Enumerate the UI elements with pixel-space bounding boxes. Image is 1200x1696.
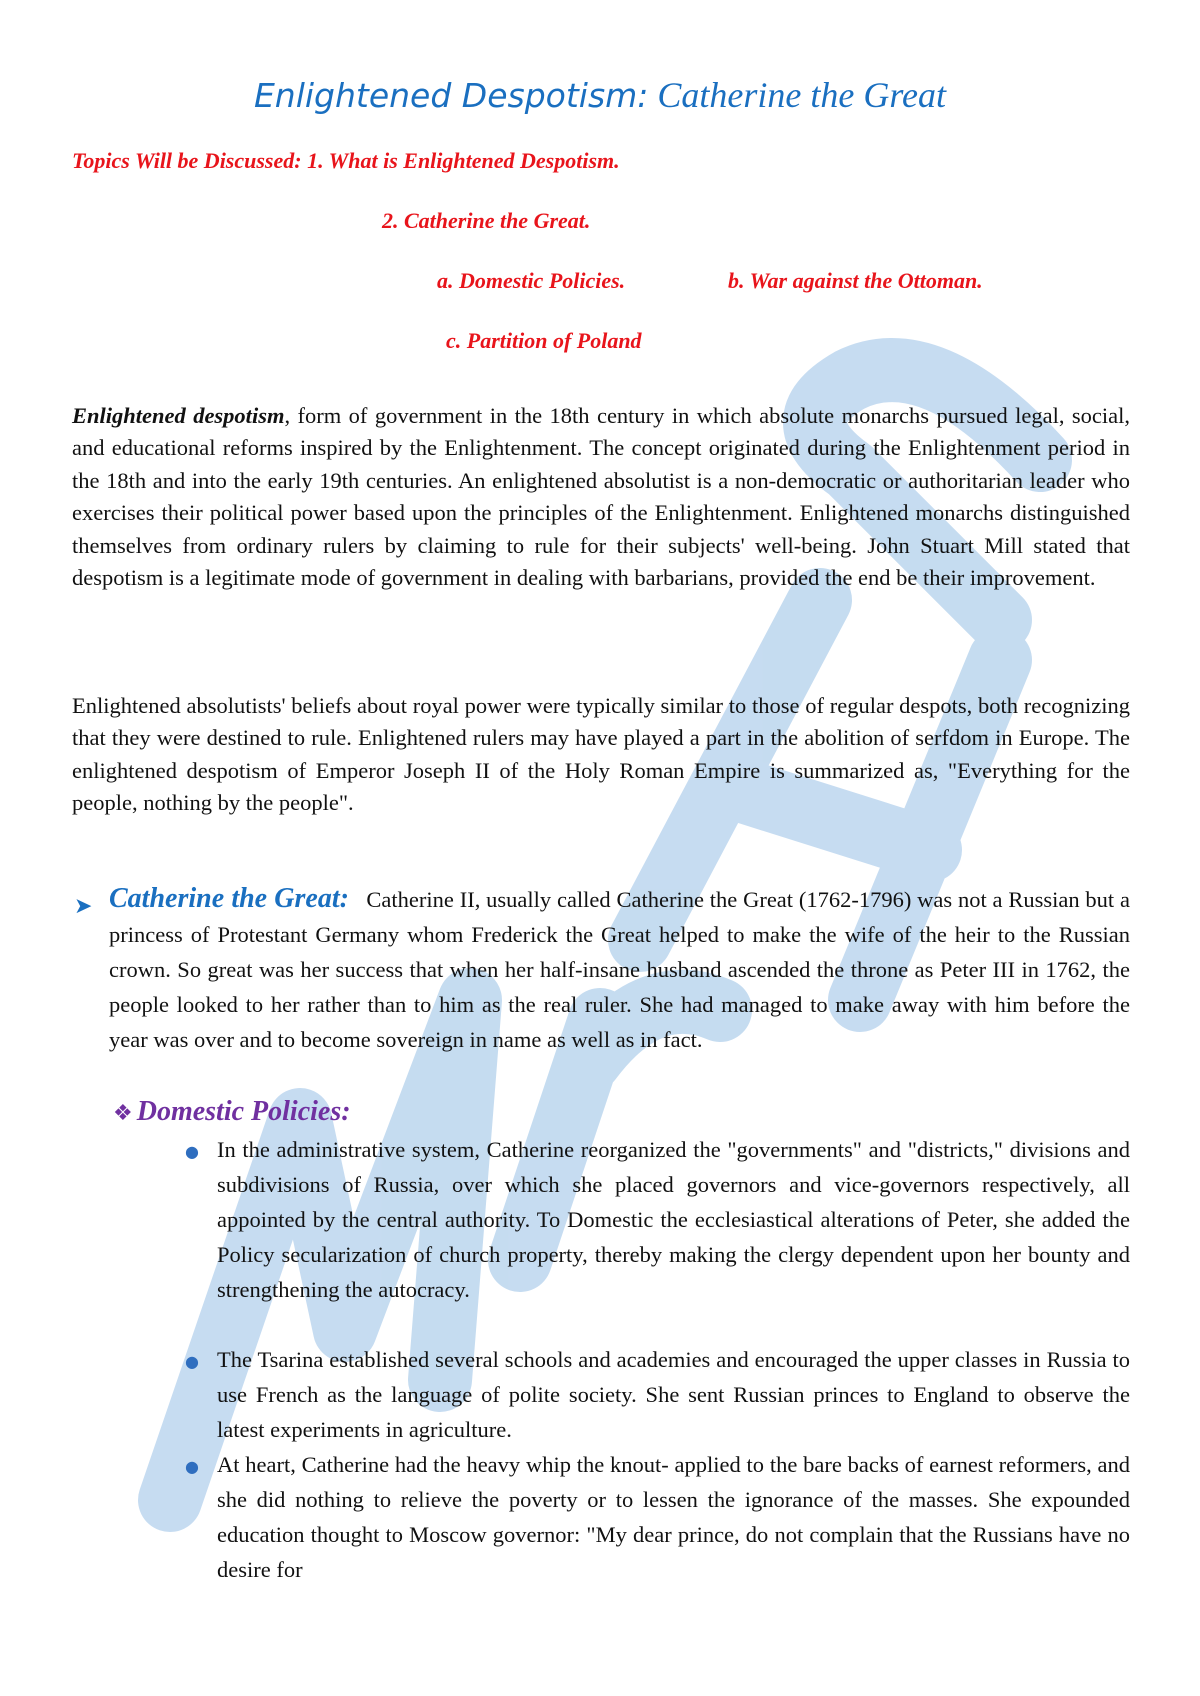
title-part-1: Enlightened Despotism: <box>253 76 649 115</box>
domestic-bullet-2: The Tsarina established several schools and academies and encouraged the upper classes in Russia to use French as the language of polite society. She sent Russian princes to England to observe the latest experiments in agriculture. <box>217 1347 1130 1442</box>
bullet-icon: ● <box>185 1142 199 1161</box>
domestic-policies-heading <box>113 1096 351 1128</box>
topics-line-4: c. Partition of Poland <box>446 328 642 353</box>
topics-line-3a: a. Domestic Policies. <box>437 268 626 293</box>
diamond-bullet-icon: ❖ <box>113 1101 133 1126</box>
arrow-bullet-icon: ➤ <box>74 894 93 919</box>
domestic-bullet-1: In the administrative system, Catherine reorganized the "governments" and "districts," divisions and subdivisions of Russia, over which she placed governors and vice-governors respectively, all appointed by the central authority. To Domestic the ecclesiastical alterations of Peter, she added the Policy secularization of church property, thereby making the clergy dependent upon her bounty and strengthening the autocracy. <box>217 1137 1130 1302</box>
catherine-heading: Catherine the Great: <box>109 883 349 914</box>
title-part-2: Catherine the Great <box>648 75 947 115</box>
topics-line-3b: b. War against the Ottoman. <box>728 268 983 293</box>
intro-paragraph <box>72 400 1130 594</box>
domestic-bullet-3: At heart, Catherine had the heavy whip the knout- applied to the bare backs of earnest reformers, and she did nothing to relieve the poverty or to lessen the ignorance of the masses. She expounded education thought to Moscow governor: "My dear prince, do not complain that the Russians have no desire for <box>217 1452 1130 1582</box>
domestic-heading-text: Domestic Policies: <box>136 1096 351 1127</box>
topics-line-1: Topics Will be Discussed: 1. What is Enlightened Despotism. <box>72 148 620 173</box>
bullet-icon: ● <box>185 1457 199 1476</box>
catherine-text: Catherine II, usually called Catherine the Great (1762-1796) was not a Russian but a princess of Protestant Germany whom Frederick the Great helped to make the wife of the heir to the Russian crown. So great was her success that when her half-insane husband ascended the throne as Peter III in 1762, the people looked to her rather than to him as the real ruler. She had managed to make away with him before the year was over and to become sovereign in name as well as in fact. <box>109 887 1130 1052</box>
bullet-icon: ● <box>185 1352 199 1371</box>
topics-line-2: 2. Catherine the Great. <box>382 208 591 233</box>
catherine-paragraph <box>109 881 1130 1057</box>
intro-term: Enlightened despotism <box>72 403 285 428</box>
page-title <box>0 74 1200 116</box>
second-paragraph: Enlightened absolutists' beliefs about royal power were typically similar to those of regular despots, both recognizing that they were destined to rule. Enlightened rulers may have played a part in the abolition of serfdom in Europe. The enlightened despotism of Emperor Joseph II of the Holy Roman Empire is summarized as, "Everything for the people, nothing by the people". <box>72 693 1130 816</box>
intro-text: , form of government in the 18th century in which absolute monarchs pursued legal, social, and educational reforms inspired by the Enlightenment. The concept originated during the Enlightenment period in the 18th and into the early 19th centuries. An enlightened absolutist is a non-democratic or authoritarian leader who exercises their political power based upon the principles of the Enlightenment. Enlightened monarchs distinguished themselves from ordinary rulers by claiming to rule for their subjects' well-being. John Stuart Mill stated that despotism is a legitimate mode of government in dealing with barbarians, provided the end be their improvement. <box>72 403 1130 591</box>
